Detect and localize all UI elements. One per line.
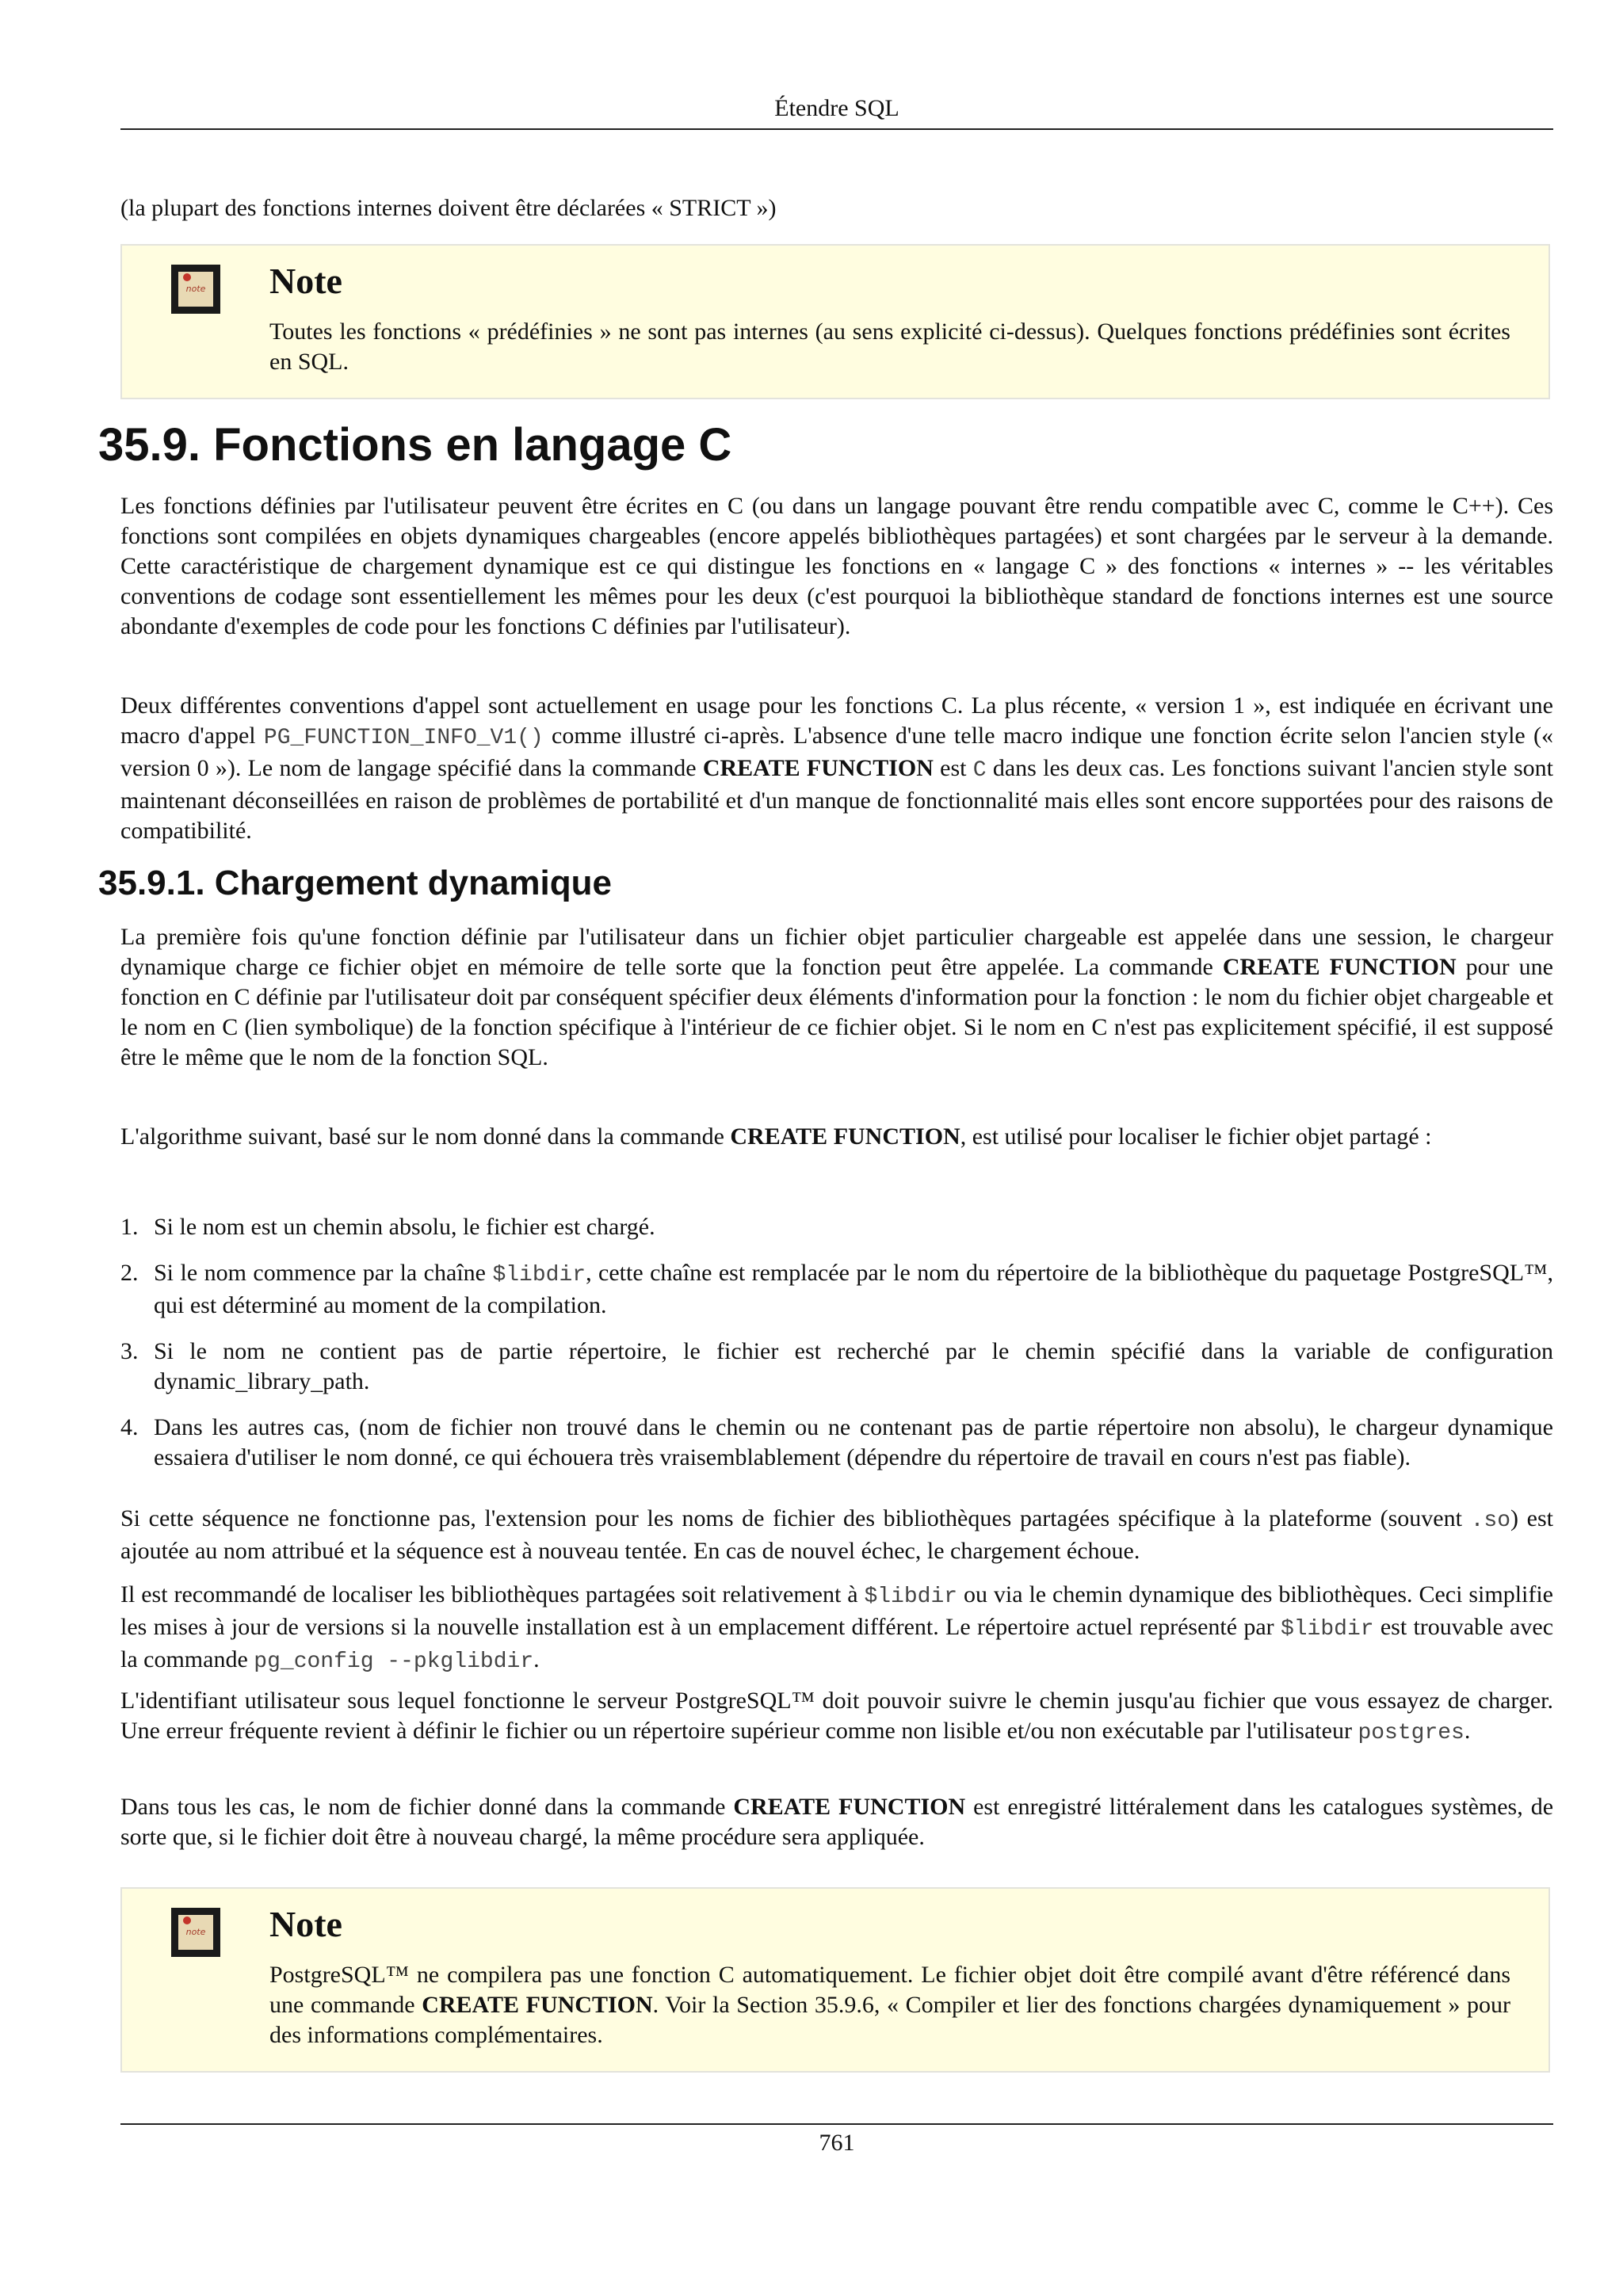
paragraph: Deux différentes conventions d'appel sont actuellement en usage pour les fonctions C. La plus récente, « version 1 », est indiquée en écrivant une macro d'appel PG_FUNCTION_INFO_V1() comme illustré ci-après. L'absence d'une telle macro indique une fonction écrite selon l'ancien style (« version 0 »). Le nom de langage spécifié dans la commande CREATE FUNCTION est C dans les deux cas. Les fonctions suivant l'ancien style sont maintenant déconseillées en raison de problèmes de portabilité et d'un manque de fonctionnalité mais elles sont encore supportées pour des raisons de compatibilité.: [120, 692, 1553, 844]
paragraph: Les fonctions définies par l'utilisateur peuvent être écrites en C (ou dans un langage pouvant être rendu compatible avec C, comme le C++). Ces fonctions sont compilées en objets dynamiques chargeables (encore appelés bibliothèques partagées) et sont chargées par le serveur à la demande. Cette caractéristique de chargement dynamique est ce qui distingue les fonctions en « langage C » des fonctions « internes » -- les véritables conventions de codage sont essentiellement les mêmes pour les deux (c'est pourquoi la bibliothèque standard de fonctions internes est une source abondante d'exemples de code pour les fonctions C définies par l'utilisateur).: [120, 493, 1553, 639]
list-item: 2. Si le nom commence par la chaîne $libdir, cette chaîne est remplacée par le nom du répertoire de la bibliothèque du paquetage PostgreSQL™, qui est déterminé au moment de la compilation.: [120, 1260, 1553, 1318]
paragraph: Dans tous les cas, le nom de fichier donné dans la commande CREATE FUNCTION est enregistré littéralement dans les catalogues systèmes, de sorte que, si le fichier doit être à nouveau chargé, la même procédure sera appliquée.: [120, 1794, 1554, 1850]
page-number: 761: [819, 2130, 855, 2156]
paragraph: La première fois qu'une fonction définie par l'utilisateur dans un fichier objet particulier chargeable est appelée dans une session, le chargeur dynamique charge ce fichier objet en mémoire de telle sorte que la fonction peut être appelée. La commande CREATE FUNCTION pour une fonction en C définie par l'utilisateur doit par conséquent spécifier deux éléments d'information pour la fonction : le nom du fichier objet chargeable et le nom en C (lien symbolique) de la fonction spécifique à l'intérieur de ce fichier objet. Si le nom en C n'est pas explicitement spécifié, il est supposé être le même que le nom de la fonction SQL.: [120, 924, 1553, 1070]
paragraph: L'algorithme suivant, basé sur le nom donné dans la commande CREATE FUNCTION, est utilisé pour localiser le fichier objet partagé :: [120, 1123, 1432, 1150]
algorithm-list: [120, 1212, 1553, 1473]
intro-line: (la plupart des fonctions internes doivent être déclarées « STRICT »): [120, 195, 777, 221]
paragraph: Si cette séquence ne fonctionne pas, l'extension pour les noms de fichier des bibliothèques partagées spécifique à la plateforme (souvent .so) est ajoutée au nom attribué et la séquence est à nouveau tentée. En cas de nouvel échec, le chargement échoue.: [120, 1505, 1553, 1564]
list-item: 4. Dans les autres cas, (nom de fichier non trouvé dans le chemin ou ne contenant pas de partie répertoire non absolu), le chargeur dynamique essaiera d'utiliser le nom donné, ce qui échouera très vraisemblablement (dépendre du répertoire de travail en cours n'est pas fiable).: [120, 1414, 1553, 1470]
note-title: Note: [269, 261, 342, 301]
inline-code: postgres: [1358, 1721, 1465, 1745]
inline-code: $libdir: [1280, 1617, 1374, 1642]
paragraph: Il est recommandé de localiser les bibliothèques partagées soit relativement à $libdir ou via le chemin dynamique des bibliothèques. Ceci simplifie les mises à jour de versions si la nouvelle installation est à un emplacement différent. Le répertoire actuel représenté par $libdir est trouvable avec la commande pg_config --pkglibdir.: [120, 1581, 1554, 1674]
note-box: [120, 244, 1550, 399]
inline-code: $libdir: [864, 1585, 958, 1609]
note-title: Note: [269, 1904, 342, 1944]
header-rule: [120, 128, 1553, 130]
section-heading: 35.9. Fonctions en langage C: [98, 419, 732, 471]
note-icon: note: [171, 1908, 220, 1957]
note-body: PostgreSQL™ ne compilera pas une fonction C automatiquement. Le fichier objet doit être compilé avant d'être référencé dans une commande CREATE FUNCTION. Voir la Section 35.9.6, « Compiler et lier des fonctions chargées dynamiquement » pour des informations complémentaires.: [269, 1962, 1510, 2048]
list-item: 3. Si le nom ne contient pas de partie répertoire, le fichier est recherché par le chemin spécifié dans la variable de configuration dynamic_library_path.: [120, 1338, 1553, 1394]
note-body: Toutes les fonctions « prédéfinies » ne sont pas internes (au sens explicité ci-dessus). Quelques fonctions prédéfinies sont écrites en SQL.: [269, 318, 1510, 375]
footer-rule: [120, 2123, 1553, 2125]
inline-code: C: [972, 758, 987, 783]
inline-code: $libdir: [492, 1263, 586, 1287]
subsection-heading: 35.9.1. Chargement dynamique: [98, 864, 612, 902]
inline-code: PG_FUNCTION_INFO_V1(): [263, 726, 544, 750]
running-header: Étendre SQL: [774, 95, 899, 121]
inline-code: .so: [1470, 1508, 1511, 1533]
paragraph: L'identifiant utilisateur sous lequel fonctionne le serveur PostgreSQL™ doit pouvoir suivre le chemin jusqu'au fichier que vous essayez de charger. Une erreur fréquente revient à définir le fichier ou un répertoire supérieur comme non lisible et/ou non exécutable par l'utilisateur postgres.: [120, 1688, 1553, 1745]
inline-code: pg_config --pkglibdir: [254, 1650, 534, 1674]
note-icon: note: [171, 265, 220, 314]
list-item: 1. Si le nom est un chemin absolu, le fichier est chargé.: [120, 1214, 655, 1240]
note-box: [120, 1887, 1550, 2073]
